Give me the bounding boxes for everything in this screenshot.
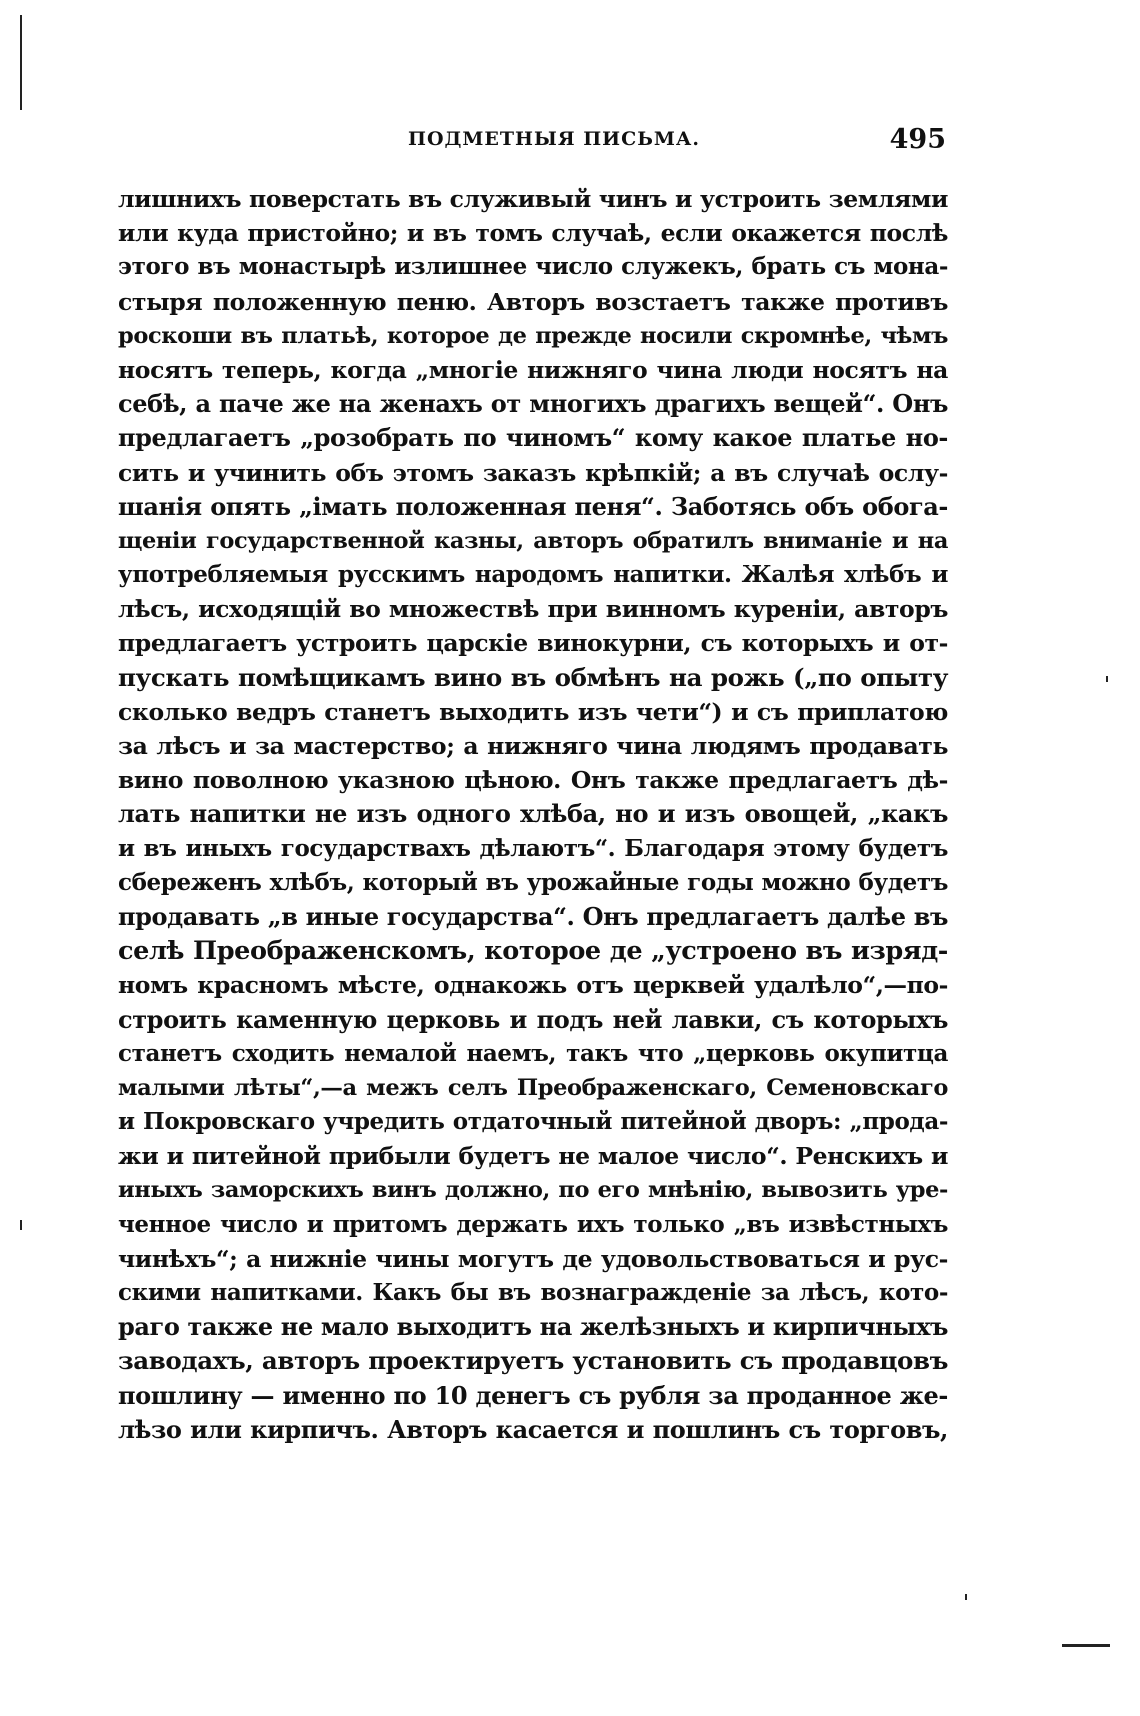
text-line: себѣ, а паче же на женахъ от многихъ драгихъ вещей“. Онъ [118, 389, 948, 419]
text-line: жи и питейной прибыли будетъ не малое число“. Ренскихъ и [118, 1142, 948, 1171]
text-line: роскоши въ платьѣ, которое де прежде носили скромнѣе, чѣмъ [118, 322, 948, 349]
text-line: пошлину — именно по 10 денегъ съ рубля за проданное же- [118, 1380, 948, 1410]
text-line: стыря положенную пеню. Авторъ возстаетъ также противъ [118, 287, 948, 316]
text-line: ченное число и притомъ держать ихъ только „въ извѣстныхъ [118, 1210, 948, 1238]
text-line: лишнихъ поверстать въ служивый чинъ и устроить землями [118, 185, 948, 213]
text-line: предлагаетъ устроить царскіе винокурни, съ которыхъ и от- [118, 629, 948, 658]
scan-margin-mark [965, 1594, 967, 1600]
text-line: лѣсъ, исходящій во множествѣ при винномъ куреніи, авторъ [118, 595, 948, 624]
text-line: раго также не мало выходитъ на желѣзныхъ и кирпичныхъ [118, 1312, 948, 1342]
text-line: употребляемыя русскимъ народомъ напитки. Жалѣя хлѣбъ и [118, 561, 948, 589]
text-line: иныхъ заморскихъ винъ должно, по его мнѣнію, вывозить уре- [118, 1177, 948, 1204]
text-line: сбереженъ хлѣбъ, который въ урожайные годы можно будетъ [118, 868, 948, 896]
text-line: и Покровскаго учредить отдаточный питейной дворъ: „прода- [118, 1108, 948, 1136]
text-line: скими напитками. Какъ бы въ вознагражденіе за лѣсъ, кото- [118, 1279, 948, 1306]
text-line: заводахъ, авторъ проектируетъ установить съ продавцовъ [118, 1346, 948, 1376]
text-line: щеніи государственной казны, авторъ обратилъ вниманіе и на [118, 527, 948, 554]
text-line: чинѣхъ“; а нижніе чины могутъ де удовольствоваться и рус- [118, 1244, 948, 1273]
text-line: предлагаетъ „розобрать по чиномъ“ кому какое платье но- [118, 423, 948, 453]
page-header [118, 124, 946, 160]
text-line: продавать „в иные государства“. Онъ предлагаетъ далѣе въ [118, 901, 948, 931]
body-text [118, 182, 948, 1447]
scan-margin-mark [1106, 676, 1108, 682]
text-line: строить каменную церковь и подъ ней лавки, съ которыхъ [118, 1004, 948, 1034]
scan-margin-line [20, 15, 22, 110]
scan-margin-dash [1062, 1644, 1110, 1647]
text-line: номъ красномъ мѣсте, однакожь отъ церквей удалѣло“,—по- [118, 971, 948, 1000]
text-line: и въ иныхъ государствахъ дѣлаютъ“. Благодаря этому будетъ [118, 834, 948, 862]
scan-margin-mark [20, 1220, 22, 1230]
text-line: сколько ведръ станетъ выходить изъ чети“) и съ приплатою [118, 697, 948, 726]
text-line: вино поволною указною цѣною. Онъ также предлагаетъ дѣ- [118, 766, 948, 795]
text-line: носятъ теперь, когда „многіе нижняго чина люди носятъ на [118, 355, 948, 384]
page-number: 495 [889, 124, 946, 155]
text-line: шанія опять „імать положенная пеня“. Заботясь объ обога- [118, 491, 948, 521]
text-line: пускать помѣщикамъ вино въ обмѣнъ на рожь („по опыту [118, 662, 948, 692]
text-line: этого въ монастырѣ излишнее число служекъ, брать съ мона- [118, 253, 948, 281]
text-line: станетъ сходить немалой наемъ, такъ что „церковь окупитца [118, 1039, 948, 1067]
text-line: лѣзо или кирпичъ. Авторъ касается и пошлинъ съ торговъ, [118, 1414, 948, 1444]
text-line: малыми лѣты“,—а межъ селъ Преображенскаго, Семеновскаго [118, 1074, 948, 1101]
text-line: селѣ Преображенскомъ, которое де „устроено въ изряд- [118, 936, 948, 967]
text-line: сить и учинить объ этомъ заказъ крѣпкій; а въ случаѣ ослу- [118, 458, 948, 487]
text-line: за лѣсъ и за мастерство; а нижняго чина людямъ продавать [118, 732, 948, 760]
text-line: лать напитки не изъ одного хлѣба, но и изъ овощей, „какъ [118, 799, 948, 829]
running-head: ПОДМЕТНЫЯ ПИСЬМА. [408, 128, 701, 150]
text-line: или куда пристойно; и въ томъ случаѣ, если окажется послѣ [118, 219, 948, 248]
